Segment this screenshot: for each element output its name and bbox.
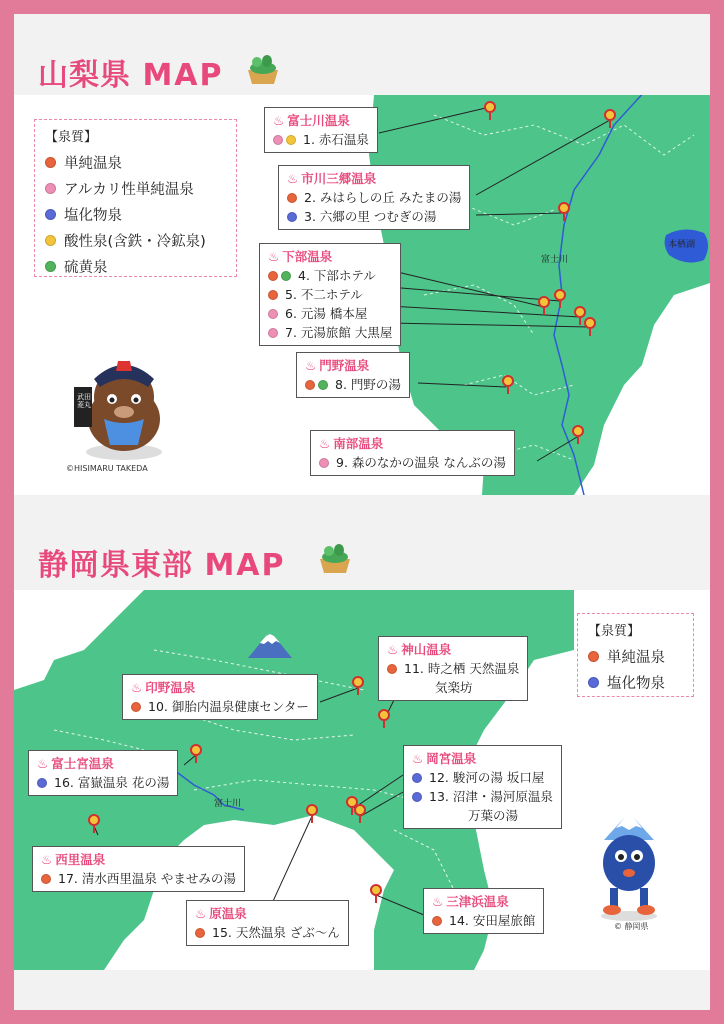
onsen-box-okamiya [403, 745, 562, 829]
acid-dot-icon [286, 135, 296, 145]
mascot-sign: 武田菱丸 [77, 393, 91, 409]
onsen-box-nishizato [32, 846, 245, 892]
onsen-entry: 15. 天然温泉 ざぶ〜ん [195, 923, 340, 942]
legend-item: 酸性泉(含鉄・冷鉱泉) [45, 227, 226, 253]
chloride-dot-icon [287, 212, 297, 222]
onsen-title: ♨ 富士川温泉 [273, 113, 350, 128]
onsen-box-shimobe [259, 243, 401, 346]
onsen-entry: 1. 赤石温泉 [273, 130, 369, 149]
onsen-entry: 3. 六郷の里 つむぎの湯 [287, 207, 461, 226]
onsen-entry: 9. 森のなかの温泉 なんぶの湯 [319, 453, 506, 472]
single-dot-icon [305, 380, 315, 390]
onsen-box-jinyama [378, 636, 528, 701]
legend-item: 硫黄泉 [45, 253, 226, 279]
onsen-box-hara [186, 900, 349, 946]
onsen-title: ♨ 富士宮温泉 [37, 756, 114, 771]
legend-item: アルカリ性単純温泉 [45, 175, 226, 201]
mascot-hishimaru [74, 361, 162, 460]
acid-onsen-icon [45, 235, 56, 246]
legend-yamanashi [34, 119, 237, 277]
onsen-entry: 4. 下部ホテル [268, 266, 392, 285]
map2-title-en: MAP [204, 548, 286, 583]
single-dot-icon [387, 664, 397, 674]
alkaline-dot-icon [268, 328, 278, 338]
onsen-entry-cont: 万葉の湯 [468, 808, 519, 823]
yamanashi-map-panel [14, 95, 710, 495]
mascot-fujinokuni [601, 818, 657, 921]
single-dot-icon [41, 874, 51, 884]
onsen-box-inno [122, 674, 318, 720]
map1-title [38, 50, 224, 94]
chloride-onsen-icon [45, 209, 56, 220]
legend-item: 塩化物泉 [45, 201, 226, 227]
map2-title-jp: 静岡県東部 [38, 548, 193, 583]
alkaline-dot-icon [268, 309, 278, 319]
single-dot-icon [131, 702, 141, 712]
onsen-box-kadono [296, 352, 410, 398]
chloride-dot-icon [412, 792, 422, 802]
single-onsen-icon [45, 157, 56, 168]
onsen-entry: 11. 時之栖 天然温泉 [387, 659, 519, 678]
onsen-entry: 2. みはらしの丘 みたまの湯 [287, 188, 461, 207]
credit-shizuoka: © 静岡県 [614, 922, 649, 931]
onsen-entry-cont: 気楽坊 [435, 680, 473, 695]
onsen-title: ♨ 原温泉 [195, 906, 247, 921]
river-label: 富士川 [541, 255, 569, 265]
credit-hishimaru: ©HISIMARU TAKEDA [66, 464, 148, 473]
alkaline-dot-icon [319, 458, 329, 468]
map1-title-en: MAP [142, 58, 224, 93]
chloride-dot-icon [412, 773, 422, 783]
onsen-title: ♨ 印野温泉 [131, 680, 196, 695]
onsen-title: ♨ 岡宮温泉 [412, 751, 477, 766]
onsen-box-nanbu [310, 430, 515, 476]
onsen-entry: 13. 沼津・湯河原温泉 [412, 787, 553, 806]
onsen-title: ♨ 西里温泉 [41, 852, 106, 867]
onsen-entry: 12. 駿河の湯 坂口屋 [412, 768, 553, 787]
chloride-onsen-icon [588, 677, 599, 688]
single-dot-icon [268, 290, 278, 300]
onsen-entry: 5. 不二ホテル [268, 285, 392, 304]
single-onsen-icon [588, 651, 599, 662]
legend-title: 【泉質】 [45, 130, 98, 145]
onsen-title: ♨ 下部温泉 [268, 249, 333, 264]
onsen-box-mitohama [423, 888, 544, 934]
onsen-entry: 6. 元湯 橋本屋 [268, 304, 392, 323]
legend-item: 塩化物泉 [588, 669, 683, 695]
onsen-box-fujinomiya [28, 750, 178, 796]
legend-title-2: 【泉質】 [588, 624, 641, 639]
alkaline-onsen-icon [45, 183, 56, 194]
onsen-box-fujikawa [264, 107, 378, 153]
legend-shizuoka [577, 613, 694, 697]
lake-label: 本栖湖 [668, 240, 696, 250]
single-dot-icon [268, 271, 278, 281]
chloride-dot-icon [37, 778, 47, 788]
onsen-title: ♨ 三津浜温泉 [432, 894, 509, 909]
map1-title-jp: 山梨県 [38, 58, 131, 93]
onsen-entry: 10. 御胎内温泉健康センター [131, 697, 309, 716]
legend-item: 単純温泉 [45, 149, 226, 175]
onsen-entry: 14. 安田屋旅館 [432, 911, 535, 930]
sulfur-dot-icon [281, 271, 291, 281]
single-dot-icon [195, 928, 205, 938]
onsen-title: ♨ 南部温泉 [319, 436, 384, 451]
shizuoka-map-panel [14, 590, 710, 970]
onsen-entry: 16. 富嶽温泉 花の湯 [37, 773, 169, 792]
alkaline-dot-icon [273, 135, 283, 145]
sulfur-onsen-icon [45, 261, 56, 272]
onsen-title: ♨ 神山温泉 [387, 642, 452, 657]
river-label-2: 富士川 [214, 799, 242, 809]
onsen-entry: 7. 元湯旅館 大黒屋 [268, 323, 392, 342]
single-dot-icon [287, 193, 297, 203]
single-dot-icon [432, 916, 442, 926]
sulfur-dot-icon [318, 380, 328, 390]
onsen-entry: 8. 門野の湯 [305, 375, 401, 394]
legend-item: 単純温泉 [588, 643, 683, 669]
onsen-box-ichikawa [278, 165, 470, 230]
onsen-title: ♨ 市川三郷温泉 [287, 171, 377, 186]
onsen-title: ♨ 門野温泉 [305, 358, 370, 373]
map2-title [38, 540, 286, 584]
onsen-entry: 17. 清水西里温泉 やませみの湯 [41, 869, 236, 888]
